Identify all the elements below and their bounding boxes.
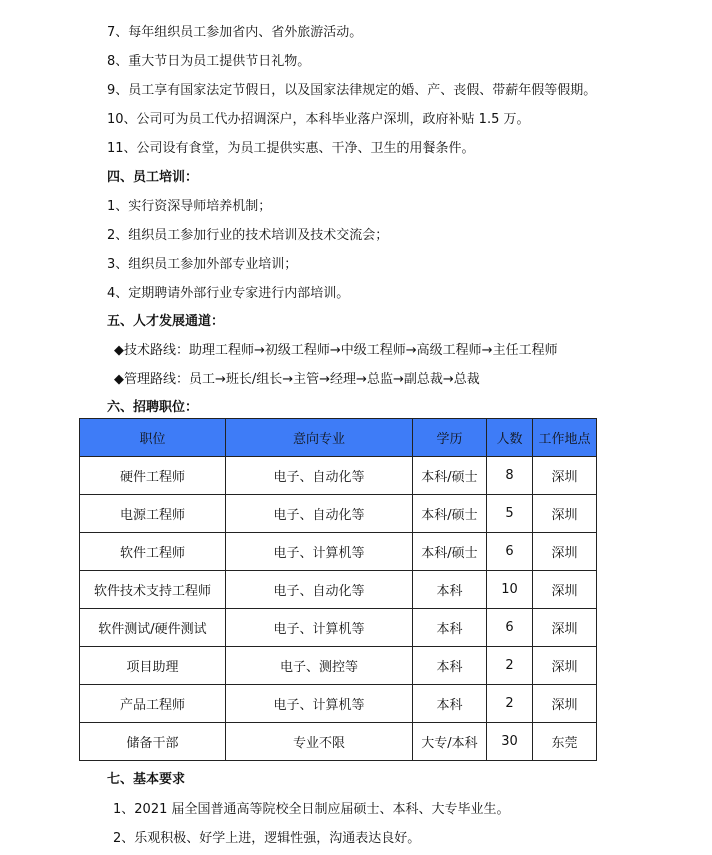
cell-major: 专业不限 <box>226 723 413 761</box>
cell-education: 本科 <box>413 647 487 685</box>
section-heading-requirements: 七、基本要求 <box>107 772 186 787</box>
table-header-row <box>80 419 597 457</box>
cell-major: 电子、自动化等 <box>226 571 413 609</box>
cell-major: 电子、计算机等 <box>226 685 413 723</box>
cell-major: 电子、测控等 <box>226 647 413 685</box>
cell-major: 电子、计算机等 <box>226 609 413 647</box>
welfare-item: 9、员工享有国家法定节假日，以及国家法律规定的婚、产、丧假、带薪年假等假期。 <box>107 83 597 98</box>
cell-headcount: 6 <box>487 609 533 647</box>
cell-education: 本科 <box>413 609 487 647</box>
cell-education: 大专/本科 <box>413 723 487 761</box>
cell-location: 深圳 <box>533 571 597 609</box>
cell-location: 东莞 <box>533 723 597 761</box>
welfare-item: 7、每年组织员工参加省内、省外旅游活动。 <box>107 25 363 40</box>
cell-location: 深圳 <box>533 685 597 723</box>
column-header-position: 职位 <box>80 419 226 457</box>
column-header-major: 意向专业 <box>226 419 413 457</box>
table-row <box>80 533 597 571</box>
table-row <box>80 457 597 495</box>
column-header-education: 学历 <box>413 419 487 457</box>
cell-position: 电源工程师 <box>80 495 226 533</box>
section-heading-training: 四、员工培训： <box>107 170 199 185</box>
training-item: 3、组织员工参加外部专业培训； <box>107 257 298 272</box>
cell-location: 深圳 <box>533 609 597 647</box>
cell-position: 硬件工程师 <box>80 457 226 495</box>
table-row <box>80 571 597 609</box>
cell-headcount: 30 <box>487 723 533 761</box>
cell-education: 本科/硕士 <box>413 457 487 495</box>
table-row <box>80 723 597 761</box>
cell-position: 项目助理 <box>80 647 226 685</box>
table-row <box>80 495 597 533</box>
section-heading-career: 五、人才发展通道： <box>107 314 225 329</box>
career-path-management: ◆管理路线：员工→班长/组长→主管→经理→总监→副总裁→总裁 <box>114 372 480 387</box>
cell-position: 软件技术支持工程师 <box>80 571 226 609</box>
requirement-item: 1、2021 届全国普通高等院校全日制应届硕士、本科、大专毕业生。 <box>113 802 510 817</box>
cell-location: 深圳 <box>533 495 597 533</box>
cell-position: 产品工程师 <box>80 685 226 723</box>
cell-position: 储备干部 <box>80 723 226 761</box>
cell-major: 电子、自动化等 <box>226 495 413 533</box>
column-header-location: 工作地点 <box>533 419 597 457</box>
positions-table <box>79 418 597 761</box>
cell-headcount: 5 <box>487 495 533 533</box>
cell-location: 深圳 <box>533 647 597 685</box>
cell-location: 深圳 <box>533 457 597 495</box>
section-heading-positions: 六、招聘职位： <box>107 400 199 415</box>
cell-position: 软件工程师 <box>80 533 226 571</box>
requirement-item: 2、乐观积极、好学上进，逻辑性强，沟通表达良好。 <box>113 831 421 846</box>
table-row <box>80 647 597 685</box>
column-header-headcount: 人数 <box>487 419 533 457</box>
welfare-item: 11、公司设有食堂，为员工提供实惠、干净、卫生的用餐条件。 <box>107 141 475 156</box>
cell-headcount: 2 <box>487 647 533 685</box>
cell-position: 软件测试/硬件测试 <box>80 609 226 647</box>
cell-major: 电子、计算机等 <box>226 533 413 571</box>
cell-education: 本科/硕士 <box>413 495 487 533</box>
cell-headcount: 10 <box>487 571 533 609</box>
cell-education: 本科/硕士 <box>413 533 487 571</box>
cell-education: 本科 <box>413 571 487 609</box>
training-item: 1、实行资深导师培养机制； <box>107 199 272 214</box>
welfare-item: 8、重大节日为员工提供节日礼物。 <box>107 54 311 69</box>
training-item: 4、定期聘请外部行业专家进行内部培训。 <box>107 286 350 301</box>
training-item: 2、组织员工参加行业的技术培训及技术交流会； <box>107 228 389 243</box>
table-row <box>80 685 597 723</box>
cell-headcount: 6 <box>487 533 533 571</box>
career-path-technical: ◆技术路线：助理工程师→初级工程师→中级工程师→高级工程师→主任工程师 <box>114 343 558 358</box>
table-row <box>80 609 597 647</box>
cell-major: 电子、自动化等 <box>226 457 413 495</box>
cell-location: 深圳 <box>533 533 597 571</box>
cell-headcount: 8 <box>487 457 533 495</box>
cell-education: 本科 <box>413 685 487 723</box>
cell-headcount: 2 <box>487 685 533 723</box>
welfare-item: 10、公司可为员工代办招调深户，本科毕业落户深圳，政府补贴 1.5 万。 <box>107 112 530 127</box>
